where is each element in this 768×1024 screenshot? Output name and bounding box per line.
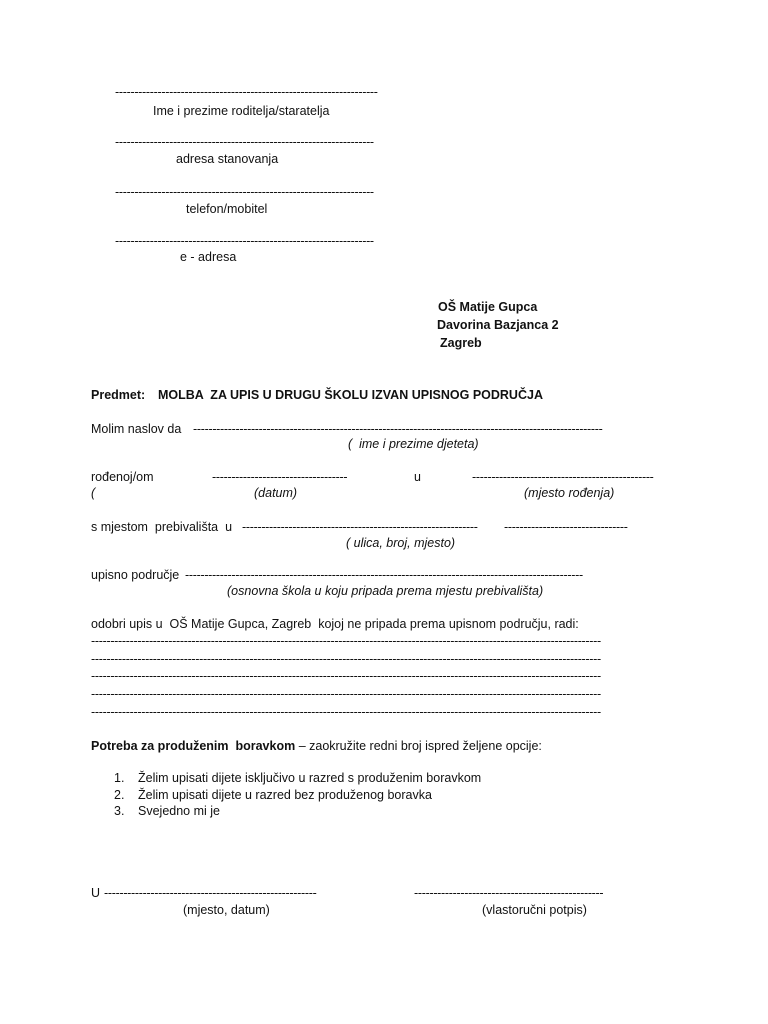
option-number: 2.	[114, 788, 125, 802]
in-label: u	[414, 470, 421, 484]
reason-line: ------------------------------------------------------------------------------------------------------------------------------------	[91, 669, 601, 683]
option-text: Želim upisati dijete isključivo u razred s produženim boravkom	[138, 771, 482, 785]
approve-text: odobri upis u OŠ Matije Gupca, Zagreb kojoj ne pripada prema upisnom području, radi:	[91, 617, 579, 631]
reason-line: ------------------------------------------------------------------------------------------------------------------------------------	[91, 705, 601, 719]
subject-text: MOLBA ZA UPIS U DRUGU ŠKOLU IZVAN UPISNOG PODRUČJA	[158, 388, 543, 402]
phone-label: telefon/mobitel	[186, 202, 268, 216]
option-text: Želim upisati dijete u razred bez produženog boravka	[138, 788, 432, 802]
option-number: 1.	[114, 771, 125, 785]
email-line: -------------------------------------------------------------------	[115, 234, 374, 248]
extended-stay-heading: Potreba za produženim boravkom	[91, 739, 296, 753]
parent-name-label: Ime i prezime roditelja/staratelja	[153, 104, 330, 118]
child-name-label: Molim naslov da	[91, 422, 182, 436]
extended-stay-instruction: – zaokružite redni broj ispred željene opcije:	[295, 739, 542, 753]
open-paren: (	[91, 486, 96, 500]
residence-hint: ( ulica, broj, mjesto)	[346, 536, 456, 550]
parent-name-line: --------------------------------------------------------------------	[115, 85, 378, 99]
address-label: adresa stanovanja	[176, 152, 279, 166]
residence-line-b: --------------------------------	[504, 520, 628, 534]
signature-hint: (vlastoručni potpis)	[482, 903, 587, 917]
child-name-line: ----------------------------------------------------------------------------------------------------------	[193, 422, 603, 436]
reason-line: ------------------------------------------------------------------------------------------------------------------------------------	[91, 687, 601, 701]
subject-label: Predmet:	[91, 388, 146, 402]
enrollment-area-label: upisno područje	[91, 568, 180, 582]
recipient-school: OŠ Matije Gupca	[438, 300, 538, 314]
reason-line: ------------------------------------------------------------------------------------------------------------------------------------	[91, 634, 601, 648]
phone-line: -------------------------------------------------------------------	[115, 185, 374, 199]
reason-line: ------------------------------------------------------------------------------------------------------------------------------------	[91, 652, 601, 666]
birth-date-line: -----------------------------------	[212, 470, 348, 484]
extended-stay-question	[91, 738, 542, 754]
recipient-city: Zagreb	[440, 336, 482, 350]
address-line: -------------------------------------------------------------------	[115, 135, 374, 149]
birth-place-hint: (mjesto rođenja)	[524, 486, 615, 500]
residence-label: s mjestom prebivališta u	[91, 520, 233, 534]
child-name-hint: ( ime i prezime djeteta)	[348, 437, 479, 451]
born-label: rođenoj/om	[91, 470, 154, 484]
signature-line: -------------------------------------------------	[414, 886, 604, 900]
recipient-street: Davorina Bazjanca 2	[437, 318, 559, 332]
birth-date-hint: (datum)	[254, 486, 298, 500]
enrollment-area-hint: (osnovna škola u koju pripada prema mjestu prebivališta)	[227, 584, 544, 598]
place-date-hint: (mjesto, datum)	[183, 903, 270, 917]
residence-line-a: -------------------------------------------------------------	[242, 520, 478, 534]
place-date-line: -------------------------------------------------------	[104, 886, 317, 900]
place-prefix: U	[91, 886, 101, 900]
option-text: Svejedno mi je	[138, 804, 220, 818]
enrollment-area-line: -------------------------------------------------------------------------------------------------------	[185, 568, 583, 582]
email-label: e - adresa	[180, 250, 237, 264]
option-number: 3.	[114, 804, 125, 818]
birth-place-line: -----------------------------------------------	[472, 470, 654, 484]
